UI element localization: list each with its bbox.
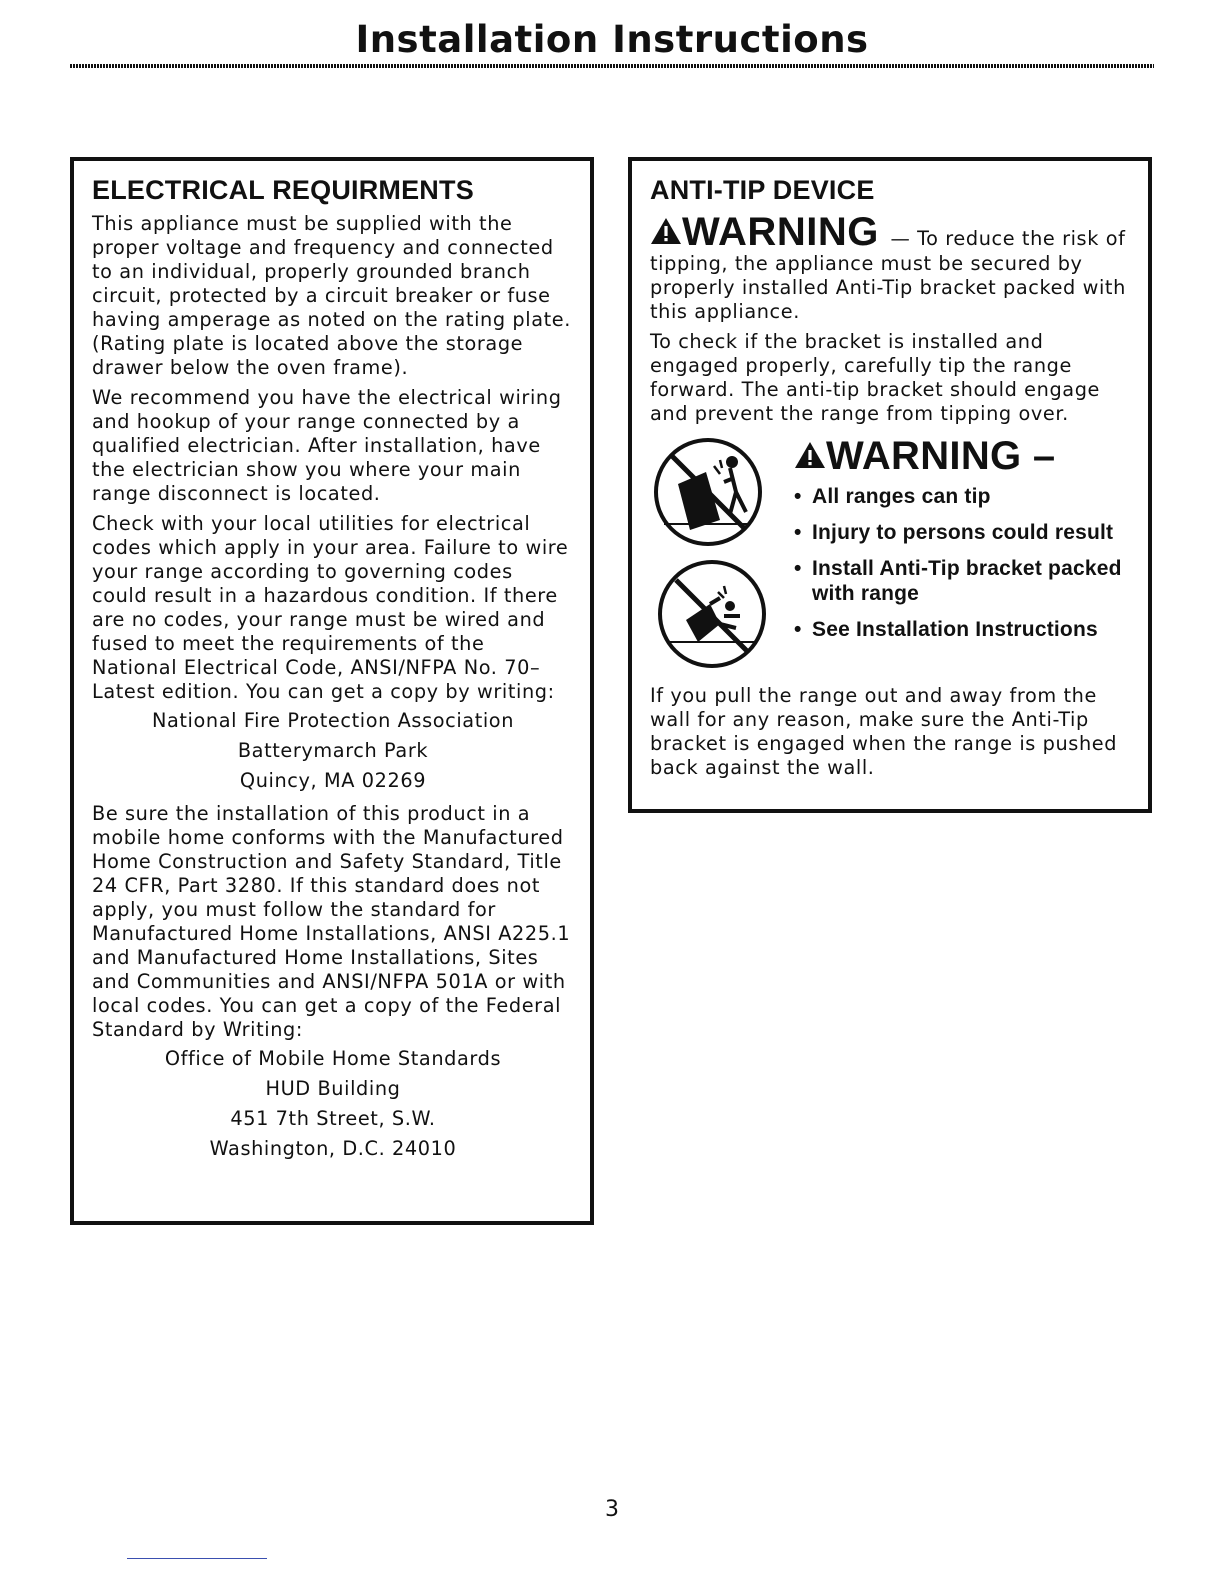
warning-triangle-icon [794, 441, 826, 469]
address-line: Batterymarch Park [237, 739, 429, 762]
warning-paragraph [650, 212, 1132, 324]
electrical-paragraph-3: Check with your local utilities for electrical codes which apply in your area. Failure to wire your range according to governing codes could result in a hazardous condition. If there are no codes, your range must be wired and fused to meet the requirements of the National Electrical Code, ANSI/NFPA No. 70–Latest edition. You can get a copy by writing: [92, 512, 569, 703]
warning-bullet: • See Installation Instructions [794, 617, 1142, 642]
warning-text: — To reduce the risk of tipping, the appliance must be secured by properly installed Anti-Tip bracket packed with this appliance. [650, 227, 1126, 323]
page-number: 3 [605, 1497, 619, 1522]
no-tipping-range-icon [650, 436, 770, 548]
warning-bullet: • Injury to persons could result [794, 520, 1142, 545]
warning-bullet: • All ranges can tip [794, 484, 1142, 509]
tip-warning-icons [650, 436, 780, 670]
footer-line [127, 1558, 267, 1559]
pull-out-paragraph: If you pull the range out and away from the wall for any reason, make sure the Anti-Tip bracket is engaged when the range is pushed back against the wall. [650, 684, 1118, 779]
address-line: National Fire Protection Association [151, 709, 515, 732]
header-rule [70, 64, 1154, 68]
electrical-heading: ELECTRICAL REQUIRMENTS [92, 175, 474, 205]
address-line: Washington, D.C. 24010 [209, 1137, 457, 1160]
warning-label [650, 210, 890, 254]
electrical-paragraph-1: This appliance must be supplied with the proper voltage and frequency and connected to an individual, properly grounded branch circuit, protected by a circuit breaker or fuse having amperage as noted on the rating plate. (Rating plate is located above the storage drawer below the oven frame). [92, 212, 571, 379]
address-line: HUD Building [265, 1077, 401, 1100]
page-title: Installation Instructions [355, 18, 869, 61]
warning-bullet: • Install Anti-Tip bracket packed with range [794, 556, 1142, 606]
tip-warning-block [650, 436, 1132, 672]
hud-address [92, 1044, 574, 1164]
warning-triangle-icon [650, 217, 682, 245]
anti-tip-heading: ANTI-TIP DEVICE [650, 175, 875, 205]
page-header [70, 18, 1154, 61]
warning-word: WARNING [682, 210, 879, 254]
check-paragraph: To check if the bracket is installed and engaged properly, carefully tip the range forward. The anti-tip bracket should engage and prevent the range from tipping over. [650, 330, 1101, 425]
warning-bullets [794, 484, 1142, 642]
nfpa-address [92, 706, 574, 796]
anti-tip-box [628, 157, 1152, 813]
address-line: Quincy, MA 02269 [239, 769, 427, 792]
electrical-requirements-box [70, 157, 594, 1225]
address-line: 451 7th Street, S.W. [230, 1107, 436, 1130]
warning-2-word: WARNING – [826, 434, 1056, 478]
electrical-paragraph-2: We recommend you have the electrical wiring and hookup of your range connected by a qualified electrician. After installation, have the electrician show you where your main range disconnect is located. [92, 386, 562, 505]
tip-warning-list [794, 436, 1142, 653]
no-climbing-range-icon [650, 558, 770, 670]
electrical-paragraph-4: Be sure the installation of this product in a mobile home conforms with the Manufactured Home Construction and Safety Standard, Title 24 CFR, Part 3280. If this standard does not apply, you must follow the standard for Manufactured Home Installations, ANSI A225.1 and Manufactured Home Installations, Sites and Communities and ANSI/NFPA 501A or with local codes. You can get a copy of the Federal Standard by Writing: [92, 802, 571, 1041]
address-line: Office of Mobile Home Standards [164, 1047, 502, 1070]
warning-2-label [794, 436, 1142, 476]
